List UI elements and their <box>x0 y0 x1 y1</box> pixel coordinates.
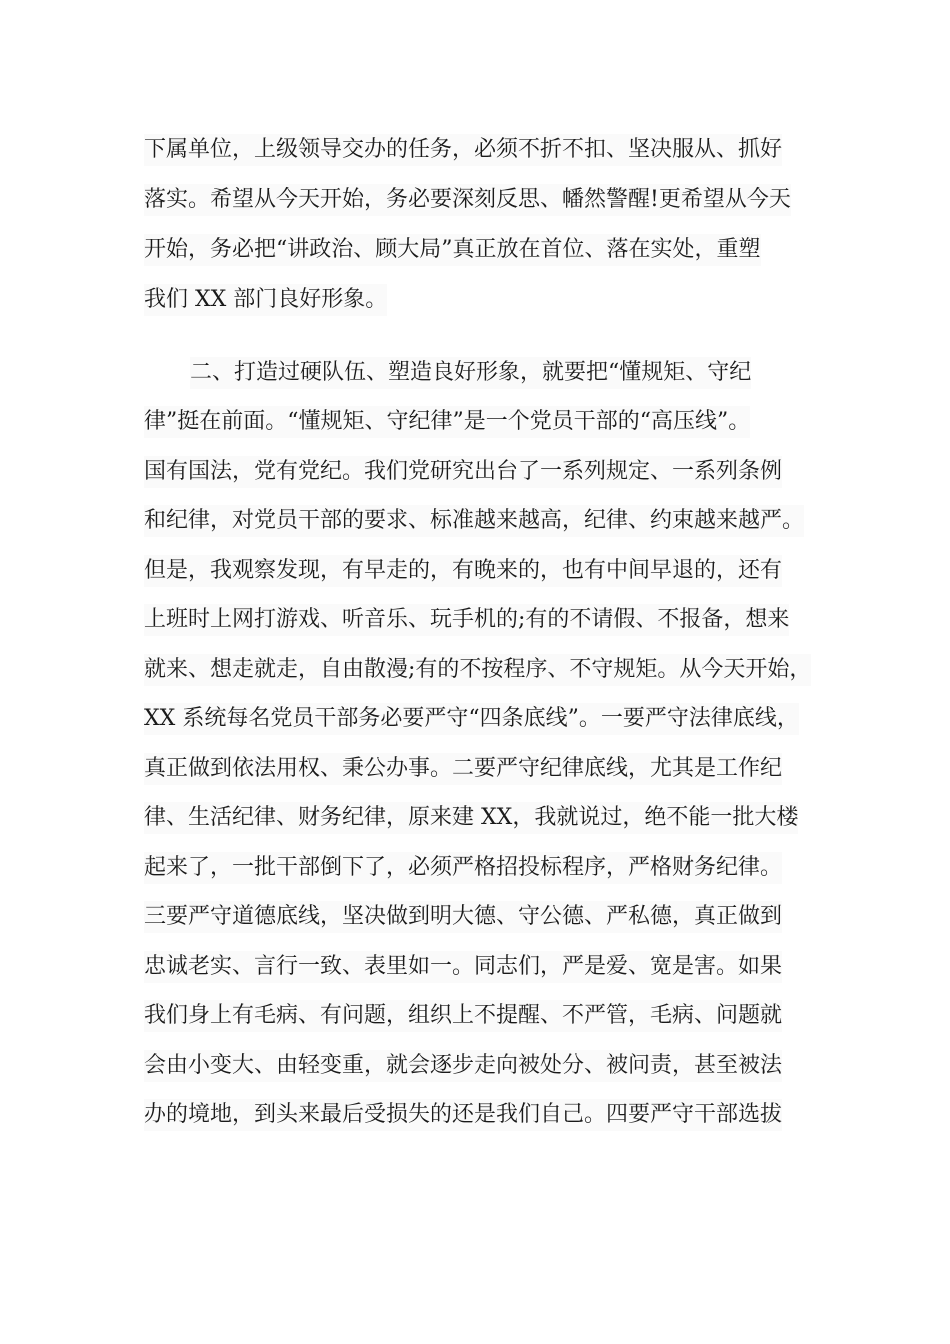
paragraph-2-line-9: 真正做到依法用权、秉公办事。二要严守纪律底线，尤其是工作纪 <box>144 753 782 785</box>
paragraph-2-line-16: 办的境地，到头来最后受损失的还是我们自己。四要严守干部选拔 <box>144 1099 782 1131</box>
paragraph-1-line-1: 下属单位，上级领导交办的任务，必须不折不扣、坚决服从、抓好 <box>144 134 782 166</box>
paragraph-2-line-3: 国有国法，党有党纪。我们党研究出台了一系列规定、一系列条例 <box>144 456 782 488</box>
paragraph-2-line-7: 就来、想走就走，自由散漫;有的不按程序、不守规矩。从今天开始， <box>144 654 811 686</box>
paragraph-2-line-11: 起来了，一批干部倒下了，必须严格招投标程序，严格财务纪律。 <box>144 852 782 884</box>
paragraph-2-line-5: 但是，我观察发现，有早走的，有晚来的，也有中间早退的，还有 <box>144 555 782 587</box>
paragraph-2-line-13: 忠诚老实、言行一致、表里如一。同志们，严是爱、宽是害。如果 <box>144 951 782 983</box>
paragraph-1-line-2: 落实。希望从今天开始，务必要深刻反思、幡然警醒!更希望从今天 <box>144 184 791 216</box>
paragraph-2-line-1: 二、打造过硬队伍、塑造良好形象，就要把“懂规矩、守纪 <box>190 357 751 389</box>
paragraph-1-line-3: 开始，务必把“讲政治、顾大局”真正放在首位、落在实处，重塑 <box>144 234 761 266</box>
paragraph-2-line-14: 我们身上有毛病、有问题，组织上不提醒、不严管，毛病、问题就 <box>144 1000 782 1032</box>
paragraph-2-line-10: 律、生活纪律、财务纪律，原来建 XX，我就说过，绝不能一批大楼 <box>144 802 798 834</box>
paragraph-2-line-12: 三要严守道德底线，坚决做到明大德、守公德、严私德，真正做到 <box>144 901 782 933</box>
paragraph-1-line-4: 我们 XX 部门良好形象。 <box>144 284 387 316</box>
paragraph-2-line-8: XX 系统每名党员干部务必要严守“四条底线”。一要严守法律底线， <box>144 703 799 735</box>
paragraph-2-line-6: 上班时上网打游戏、听音乐、玩手机的;有的不请假、不报备，想来 <box>144 604 789 636</box>
paragraph-2-line-15: 会由小变大、由轻变重，就会逐步走向被处分、被问责，甚至被法 <box>144 1050 782 1082</box>
paragraph-2-line-4: 和纪律，对党员干部的要求、标准越来越高，纪律、约束越来越严。 <box>144 505 804 537</box>
paragraph-2-line-2: 律”挺在前面。“懂规矩、守纪律”是一个党员干部的“高压线”。 <box>144 406 750 438</box>
